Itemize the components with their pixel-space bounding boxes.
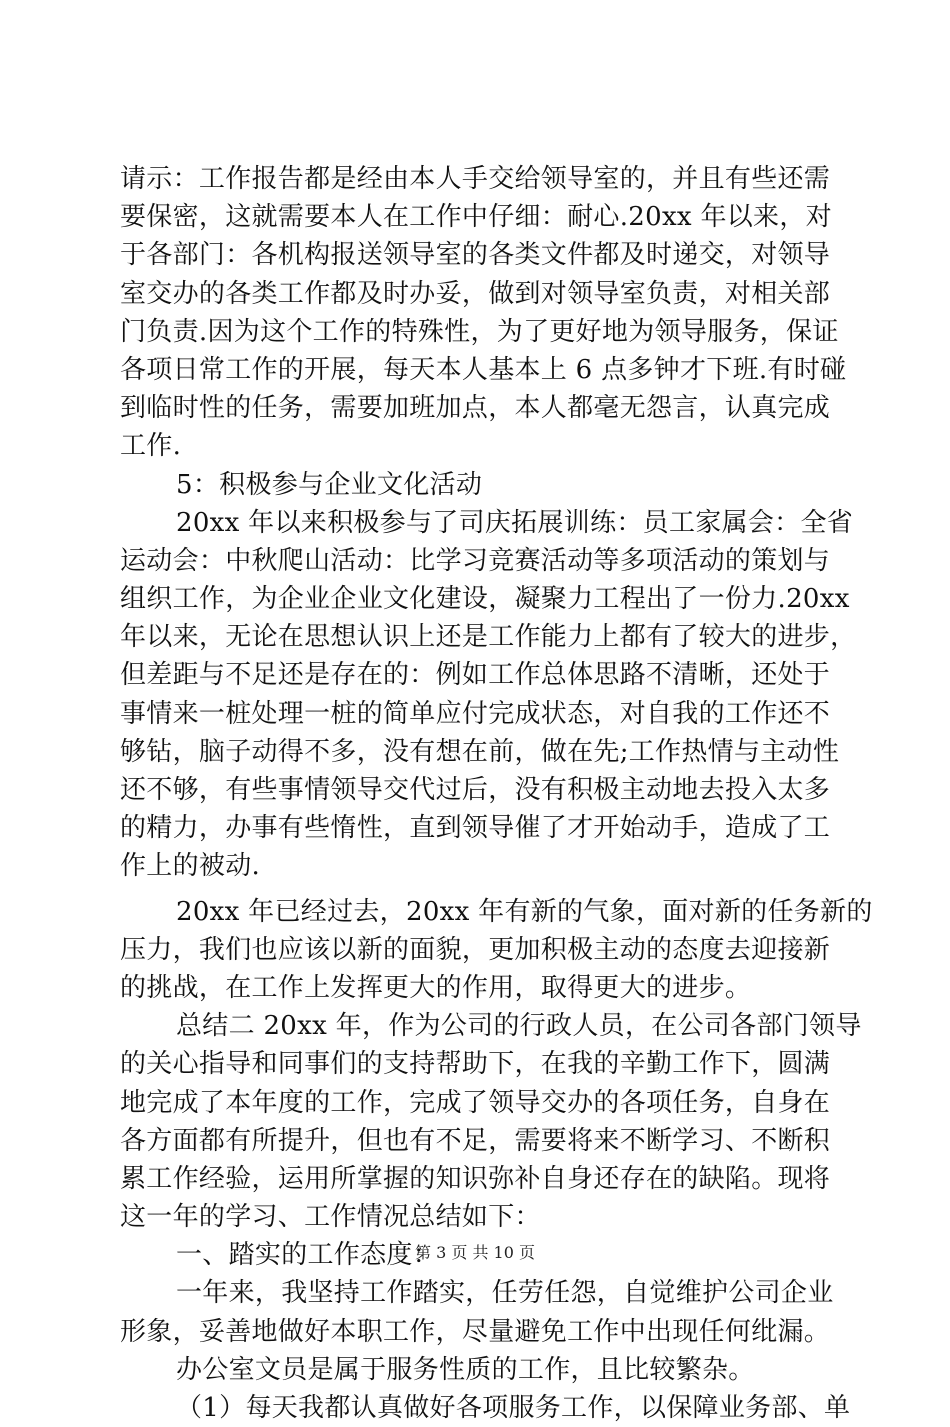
text-line: 要保密，这就需要本人在工作中仔细：耐心.20xx 年以来，对 — [120, 202, 832, 233]
text-line: 门负责.因为这个工作的特殊性，为了更好地为领导服务，保证 — [120, 316, 839, 347]
text-line: 事情来一桩处理一桩的简单应付完成状态，对自我的工作还不 — [120, 698, 831, 729]
text-line: 作上的被动. — [120, 851, 261, 882]
text-line: 压力，我们也应该以新的面貌，更加积极主动的态度去迎接新 — [120, 934, 831, 965]
text-line: 办公室文员是属于服务性质的工作，且比较繁杂。 — [176, 1354, 755, 1385]
text-line: 形象，妥善地做好本职工作，尽量避免工作中出现任何纰漏。 — [120, 1316, 831, 1347]
text-line: 总结二 20xx 年，作为公司的行政人员，在公司各部门领导 — [176, 1011, 862, 1042]
text-line: 于各部门：各机构报送领导室的各类文件都及时递交，对领导 — [120, 240, 831, 271]
text-line: 的挑战，在工作上发挥更大的作用，取得更大的进步。 — [120, 972, 752, 1003]
text-line: 到临时性的任务，需要加班加点，本人都毫无怨言，认真完成 — [120, 393, 831, 424]
text-line: 运动会：中秋爬山活动：比学习竞赛活动等多项活动的策划与 — [120, 545, 831, 576]
text-line: 够钻，脑子动得不多，没有想在前，做在先;工作热情与主动性 — [120, 736, 840, 767]
text-line: 这一年的学习、工作情况总结如下： — [120, 1202, 541, 1233]
text-line: 组织工作，为企业企业文化建设，凝聚力工程出了一份力.20xx — [120, 584, 850, 615]
text-line: 但差距与不足还是存在的：例如工作总体思路不清晰，还处于 — [120, 660, 831, 691]
text-line: 室交办的各类工作都及时办妥，做到对领导室负责，对相关部 — [120, 278, 831, 309]
text-line: 20xx 年已经过去，20xx 年有新的气象，面对新的任务新的 — [176, 896, 873, 927]
text-line: 工作. — [120, 431, 182, 462]
text-line: （1）每天我都认真做好各项服务工作，以保障业务部、单 — [176, 1393, 851, 1423]
text-line: 累工作经验，运用所掌握的知识弥补自身还存在的缺陷。现将 — [120, 1163, 831, 1194]
page-number-footer: 第 3 页 共 10 页 — [415, 1243, 535, 1262]
text-line: 20xx 年以来积极参与了司庆拓展训练：员工家属会：全省 — [176, 507, 854, 538]
text-line: 的关心指导和同事们的支持帮助下，在我的辛勤工作下，圆满 — [120, 1049, 831, 1080]
document-body — [120, 160, 873, 1427]
text-line: 地完成了本年度的工作，完成了领导交办的各项任务，自身在 — [120, 1087, 831, 1118]
text-line: 一年来，我坚持工作踏实，任劳任怨，自觉维护公司企业 — [176, 1278, 834, 1309]
text-line: 各项日常工作的开展，每天本人基本上 6 点多钟才下班.有时碰 — [120, 354, 847, 385]
section-heading: 5：积极参与企业文化活动 — [176, 469, 483, 500]
text-line: 各方面都有所提升，但也有不足，需要将来不断学习、不断积 — [120, 1125, 831, 1156]
text-line: 请示：工作报告都是经由本人手交给领导室的，并且有些还需 — [120, 164, 831, 194]
text-line: 年以来，无论在思想认识上还是工作能力上都有了较大的进步， — [120, 622, 857, 653]
text-line: 还不够，有些事情领导交代过后，没有积极主动地去投入太多 — [120, 775, 831, 805]
text-line: 的精力，办事有些惰性，直到领导催了才开始动手，造成了工 — [120, 813, 831, 844]
section-heading: 一、踏实的工作态度： — [176, 1240, 440, 1271]
